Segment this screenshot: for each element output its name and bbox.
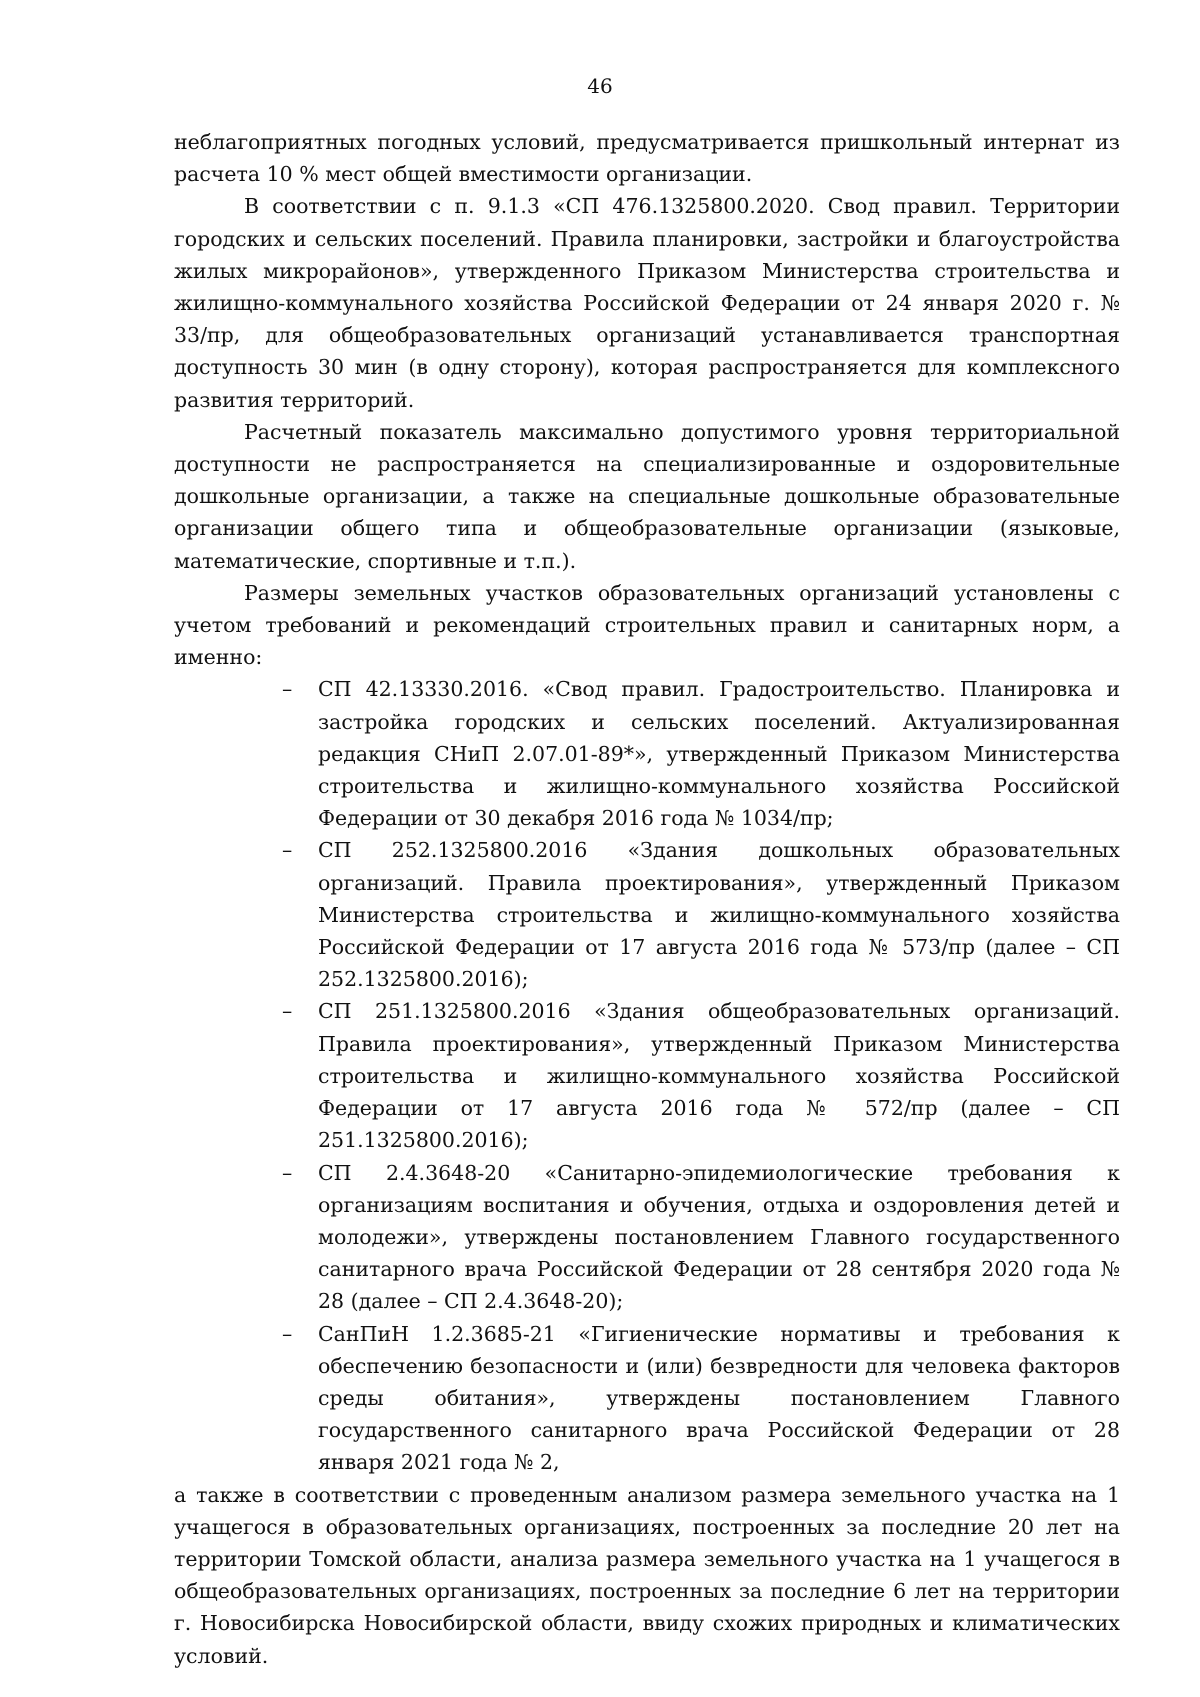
list-item-text: СП 42.13330.2016. «Свод правил. Градостроительство. Планировка и застройка городских и сельских поселений. Актуализированная редакция СНиП 2.07.01-89*», утвержденный Приказом Министерства строительства и жилищно-коммунального хозяйства Российской Федерации от 30 декабря 2016 года № 1034/пр; xyxy=(318,677,1120,831)
list-dash-marker: – xyxy=(282,677,293,702)
list-item xyxy=(282,834,1120,995)
list-item-text: СП 2.4.3648-20 «Санитарно-эпидемиологические требования к организациям воспитания и обучения, отдыха и оздоровления детей и молодежи», утверждены постановлением Главного государственного санитарного врача Российской Федерации от 28 сентября 2020 года № 28 (далее – СП 2.4.3648-20); xyxy=(318,1160,1120,1314)
list-item-text: СанПиН 1.2.3685-21 «Гигиенические нормативы и требования к обеспечению безопасности и (или) безвредности для человека факторов среды обитания», утверждены постановлением Главного государственного санитарного врача Российской Федерации от 28 января 2021 года № 2, xyxy=(318,1321,1120,1475)
standards-list xyxy=(174,673,1120,1478)
paragraph-transport-access: В соответствии с п. 9.1.3 «СП 476.1325800.2020. Свод правил. Территории городских и сельских поселений. Правила планировки, застройки и благоустройства жилых микрорайонов», утвержденного Приказом Министерства строительства и жилищно-коммунального хозяйства Российской Федерации от 24 января 2020 г. № 33/пр, для общеобразовательных организаций устанавливается транспортная доступность 30 мин (в одну сторону), которая распространяется для комплексного развития территорий. xyxy=(174,194,1120,412)
list-item xyxy=(282,673,1120,834)
list-item-text: СП 251.1325800.2016 «Здания общеобразовательных организаций. Правила проектирования», утвержденный Приказом Министерства строительства и жилищно-коммунального хозяйства Российской Федерации от 17 августа 2016 года № 572/пр (далее – СП 251.1325800.2016); xyxy=(318,999,1120,1153)
list-item xyxy=(282,995,1120,1156)
list-dash-marker: – xyxy=(282,1321,293,1346)
list-dash-marker: – xyxy=(282,838,293,863)
paragraph-land-plot-sizes: Размеры земельных участков образовательных организаций установлены с учетом требований и рекомендаций строительных правил и санитарных норм, а именно: xyxy=(174,580,1120,670)
paragraph-analysis: а также в соответствии с проведенным анализом размера земельного участка на 1 учащегося в образовательных организациях, построенных за последние 20 лет на территории Томской области, анализа размера земельного участка на 1 учащегося в общеобразовательных организациях, построенных за последние 6 лет на территории г. Новосибирска Новосибирской области, ввиду схожих природных и климатических условий. xyxy=(174,1482,1120,1668)
paragraph-continuation: неблагоприятных погодных условий, предусматривается пришкольный интернат из расчета 10 % мест общей вместимости организации. xyxy=(174,130,1120,187)
document-body xyxy=(174,126,1120,1672)
list-dash-marker: – xyxy=(282,999,293,1024)
paragraph-calculated-indicator: Расчетный показатель максимально допустимого уровня территориальной доступности не распространяется на специализированные и оздоровительные дошкольные организации, а также на специальные дошкольные образовательные организации общего типа и общеобразовательные организации (языковые, математические, спортивные и т.п.). xyxy=(174,419,1120,573)
list-item-text: СП 252.1325800.2016 «Здания дошкольных образовательных организаций. Правила проектирования», утвержденный Приказом Министерства строительства и жилищно-коммунального хозяйства Российской Федерации от 17 августа 2016 года № 573/пр (далее – СП 252.1325800.2016); xyxy=(318,838,1120,992)
page-number: 46 xyxy=(587,74,613,98)
list-dash-marker: – xyxy=(282,1160,293,1185)
list-item xyxy=(282,1318,1120,1479)
list-item xyxy=(282,1157,1120,1318)
